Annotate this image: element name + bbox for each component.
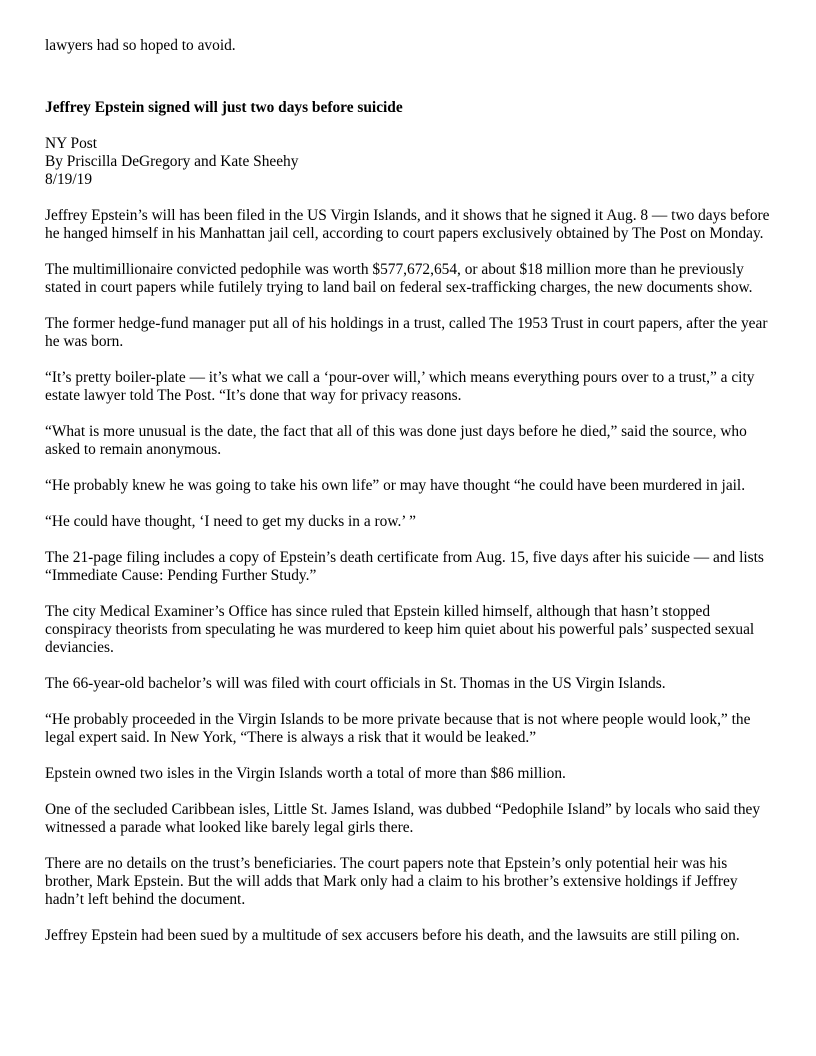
paragraph-will-filed: Jeffrey Epstein’s will has been filed in the US Virgin Islands, and it shows that he signed it Aug. 8 — two days before he hanged himself in his Manhattan jail cell, according to court papers exclusively obtained by The Post on Monday. bbox=[45, 207, 770, 242]
paragraph-trust: The former hedge-fund manager put all of his holdings in a trust, called The 1953 Trust in court papers, after the year he was born. bbox=[45, 315, 768, 350]
article-date: 8/19/19 bbox=[45, 171, 93, 188]
paragraph-two-isles: Epstein owned two isles in the Virgin Islands worth a total of more than $86 million. bbox=[45, 765, 566, 782]
paragraph-more-private: “He probably proceeded in the Virgin Islands to be more private because that is not where people would look,” the legal expert said. In New York, “There is always a risk that it would be leaked.” bbox=[45, 711, 751, 746]
paragraph-own-life: “He probably knew he was going to take his own life” or may have thought “he could have been murdered in jail. bbox=[45, 477, 746, 494]
paragraph-net-worth: The multimillionaire convicted pedophile was worth $577,672,654, or about $18 million more than he previously stated in court papers while futilely trying to land bail on federal sex-trafficking charges, the new documents show. bbox=[45, 261, 753, 296]
paragraph-pour-over-will: “It’s pretty boiler-plate — it’s what we call a ‘pour-over will,’ which means everything pours over to a trust,” a city estate lawyer told The Post. “It’s done that way for privacy reasons. bbox=[45, 369, 755, 404]
paragraph-death-certificate: The 21-page filing includes a copy of Epstein’s death certificate from Aug. 15, five days after his suicide — and lists “Immediate Cause: Pending Further Study.” bbox=[45, 549, 764, 584]
paragraph-unusual-date: “What is more unusual is the date, the fact that all of this was done just days before he died,” said the source, who asked to remain anonymous. bbox=[45, 423, 747, 458]
article-byline: By Priscilla DeGregory and Kate Sheehy bbox=[45, 153, 299, 170]
paragraph-lawsuits: Jeffrey Epstein had been sued by a multitude of sex accusers before his death, and the lawsuits are still piling on. bbox=[45, 927, 740, 944]
article-source: NY Post bbox=[45, 135, 98, 152]
continuation-text: lawyers had so hoped to avoid. bbox=[45, 37, 236, 54]
paragraph-beneficiaries: There are no details on the trust’s beneficiaries. The court papers note that Epstein’s only potential heir was his brother, Mark Epstein. But the will adds that Mark only had a claim to his brother’s extensive holdings if Jeffrey hadn’t left behind the document. bbox=[45, 855, 738, 908]
paragraph-filed-st-thomas: The 66-year-old bachelor’s will was filed with court officials in St. Thomas in the US Virgin Islands. bbox=[45, 675, 666, 692]
article-headline: Jeffrey Epstein signed will just two days before suicide bbox=[45, 99, 403, 116]
paragraph-little-st-james: One of the secluded Caribbean isles, Little St. James Island, was dubbed “Pedophile Island” by locals who said they witnessed a parade what looked like barely legal girls there. bbox=[45, 801, 761, 836]
document-page bbox=[45, 37, 770, 963]
paragraph-ducks-in-row: “He could have thought, ‘I need to get my ducks in a row.’ ” bbox=[45, 513, 416, 530]
article-meta bbox=[45, 135, 770, 189]
paragraph-medical-examiner: The city Medical Examiner’s Office has since ruled that Epstein killed himself, although that hasn’t stopped conspiracy theorists from speculating he was murdered to keep him quiet about his powerful pals’ suspected sexual deviancies. bbox=[45, 603, 755, 656]
